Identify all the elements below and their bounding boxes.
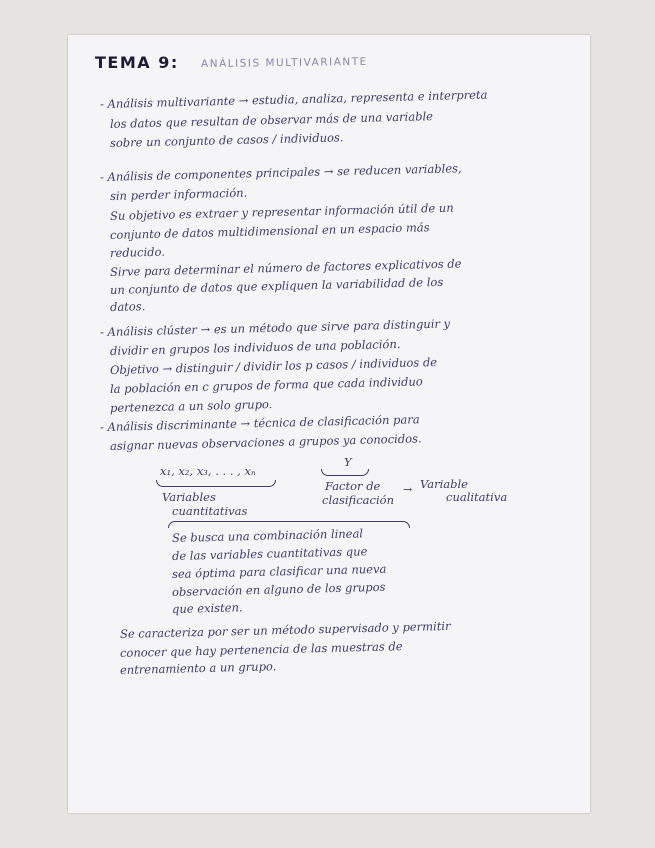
note-line: conjunto de datos multidimensional en un espacio más	[109, 220, 430, 242]
explanation-line: Se busca una combinación lineal	[171, 526, 364, 545]
diagram-variables: x₁, x₂, x₃, . . . , xₙ	[160, 464, 256, 478]
explanation-line: de las variables cuantitativas que	[171, 544, 368, 563]
variables-brace	[156, 480, 276, 487]
diagram-result-label: cualitativa	[446, 490, 508, 504]
page-subtitle: ANÁLISIS MULTIVARIANTE	[200, 55, 368, 71]
note-line: Su objetivo es extraer y representar información útil de un	[109, 200, 454, 223]
note-line: - Análisis discriminante → técnica de clasificación para	[99, 412, 420, 434]
note-line: - Análisis de componentes principales → se reducen variables,	[99, 161, 462, 184]
closing-line: entrenamiento a un grupo.	[119, 659, 277, 677]
explanation-brace	[168, 521, 410, 528]
diagram-y: Y	[344, 455, 352, 469]
note-line: pertenezca a un solo grupo.	[109, 397, 273, 415]
diagram-factor-label: Factor de	[325, 479, 381, 493]
closing-line: conocer que hay pertenencia de las muestras de	[119, 639, 403, 660]
note-line: la población en c grupos de forma que cada individuo	[109, 374, 423, 396]
note-line: sobre un conjunto de casos / individuos.	[109, 130, 344, 150]
note-line: datos.	[109, 299, 146, 314]
closing-line: Se caracteriza por ser un método supervisado y permitir	[119, 618, 451, 641]
note-line: asignar nuevas observaciones a grupos ya conocidos.	[109, 431, 422, 453]
note-line: Objetivo → distinguir / dividir los p casos / individuos de	[109, 355, 438, 377]
explanation-line: que existen.	[171, 600, 243, 616]
page-title: TEMA 9:	[95, 53, 179, 72]
note-line: los datos que resultan de observar más de una variable	[109, 109, 434, 131]
explanation-line: sea óptima para clasificar una nueva	[171, 561, 387, 581]
note-line: sin perder información.	[109, 185, 248, 203]
note-line: Sirve para determinar el número de factores explicativos de	[109, 256, 462, 279]
note-line: - Análisis multivariante → estudia, analiza, representa e interpreta	[99, 87, 488, 111]
diagram-variables-label: cuantitativas	[172, 504, 248, 518]
note-line: reducido.	[109, 244, 166, 260]
arrow-icon: →	[403, 483, 413, 496]
diagram-factor-label: clasificación	[322, 493, 394, 507]
notebook-page	[68, 35, 590, 813]
note-line: un conjunto de datos que expliquen la variabilidad de los	[109, 274, 444, 297]
note-line: dividir en grupos los individuos de una población.	[109, 336, 401, 358]
y-brace	[321, 469, 369, 476]
note-line: - Análisis clúster → es un método que sirve para distinguir y	[99, 316, 451, 339]
diagram-variables-label: Variables	[162, 490, 216, 504]
explanation-line: observación en alguno de los grupos	[171, 579, 386, 599]
diagram-result-label: Variable	[420, 477, 468, 491]
